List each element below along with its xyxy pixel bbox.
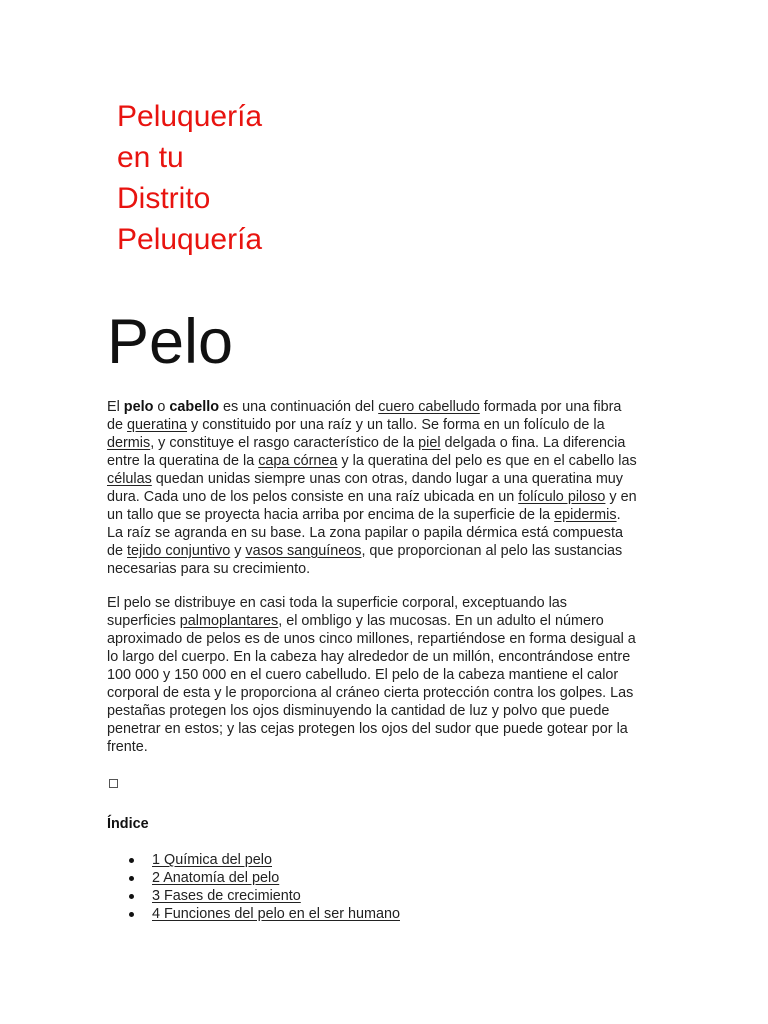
- page-title: Pelo: [107, 307, 234, 377]
- text-line: pestañas protegen los ojos disminuyendo la cantidad de luz y polvo que puede: [107, 703, 610, 719]
- link-vasos-sanguineos[interactable]: vasos sanguíneos: [245, 543, 362, 559]
- paragraph-intro: [107, 398, 667, 578]
- toc-link-anatomia[interactable]: 2 Anatomía del pelo: [152, 870, 280, 886]
- link-foliculo-piloso[interactable]: folículo piloso: [518, 489, 606, 505]
- toc-link-funciones[interactable]: 4 Funciones del pelo en el ser humano: [152, 906, 400, 922]
- bullet-icon: [129, 894, 134, 899]
- link-tejido-conjuntivo[interactable]: tejido conjuntivo: [127, 543, 231, 559]
- header-line: Distrito: [117, 182, 211, 215]
- toc-item: [107, 851, 400, 869]
- text-line: de queratina y constituido por una raíz y un tallo. Se forma en un folículo de la: [107, 417, 605, 433]
- text-line: El pelo se distribuye en casi toda la superficie corporal, exceptuando las: [107, 595, 567, 611]
- toc-item: [107, 869, 400, 887]
- text-line: lo largo del cuerpo. En la cabeza hay alrededor de un millón, encontrándose entre: [107, 649, 631, 665]
- bullet-icon: [129, 912, 134, 917]
- header-line: Peluquería: [117, 223, 263, 256]
- text-line: superficies palmoplantares, el ombligo y las mucosas. En un adulto el número: [107, 613, 604, 629]
- text-line: aproximado de pelos es de unos cinco millones, repartiéndose en forma desigual a: [107, 631, 636, 647]
- bold-term: cabello: [169, 399, 219, 415]
- text-line: células quedan unidas siempre unas con otras, dando lugar a una queratina muy: [107, 471, 624, 487]
- text-line: necesarias para su crecimiento.: [107, 561, 311, 577]
- header-line: Peluquería: [117, 100, 263, 133]
- text-line: 100 000 y 150 000 en el cuero cabelludo. El pelo de la cabeza mantiene el calor: [107, 667, 619, 683]
- header-line: en tu: [117, 141, 184, 174]
- link-cuero-cabelludo[interactable]: cuero cabelludo: [378, 399, 480, 415]
- text-line: La raíz se agranda en su base. La zona papilar o papila dérmica está compuesta: [107, 525, 623, 541]
- text-line: un tallo que se proyecta hacia arriba por encima de la superficie de la epidermis.: [107, 507, 621, 523]
- toc-toggle-checkbox[interactable]: [109, 779, 118, 788]
- table-of-contents: [107, 851, 400, 923]
- bullet-icon: [129, 858, 134, 863]
- toc-link-fases[interactable]: 3 Fases de crecimiento: [152, 888, 301, 904]
- link-celulas[interactable]: células: [107, 471, 152, 487]
- link-dermis[interactable]: dermis: [107, 435, 151, 451]
- paragraph-distribution: [107, 594, 667, 756]
- toc-item: [107, 905, 400, 923]
- text-line: entre la queratina de la capa córnea y la queratina del pelo es que en el cabello las: [107, 453, 637, 469]
- link-capa-cornea[interactable]: capa córnea: [258, 453, 338, 469]
- text-line: dura. Cada uno de los pelos consiste en una raíz ubicada en un folículo piloso y en: [107, 489, 637, 505]
- text-line: frente.: [107, 739, 148, 755]
- toc-link-quimica[interactable]: 1 Química del pelo: [152, 852, 272, 868]
- text-line: de tejido conjuntivo y vasos sanguíneos, que proporcionan al pelo las sustancias: [107, 543, 623, 559]
- text-line: El pelo o cabello es una continuación del cuero cabelludo formada por una fibra: [107, 399, 622, 415]
- link-queratina[interactable]: queratina: [127, 417, 188, 433]
- link-piel[interactable]: piel: [418, 435, 441, 451]
- link-epidermis[interactable]: epidermis: [554, 507, 617, 523]
- toc-heading: Índice: [107, 816, 149, 832]
- text-line: corporal de esta y le proporciona al cráneo cierta protección contra los golpes. Las: [107, 685, 634, 701]
- link-palmoplantares[interactable]: palmoplantares: [179, 613, 279, 629]
- header-banner: [117, 96, 287, 260]
- text-line: penetrar en estos; y las cejas protegen los ojos del sudor que puede gotear por la: [107, 721, 628, 737]
- bold-term: pelo: [123, 399, 154, 415]
- toc-item: [107, 887, 400, 905]
- text-line: dermis, y constituye el rasgo característico de la piel delgada o fina. La diferencia: [107, 435, 626, 451]
- bullet-icon: [129, 876, 134, 881]
